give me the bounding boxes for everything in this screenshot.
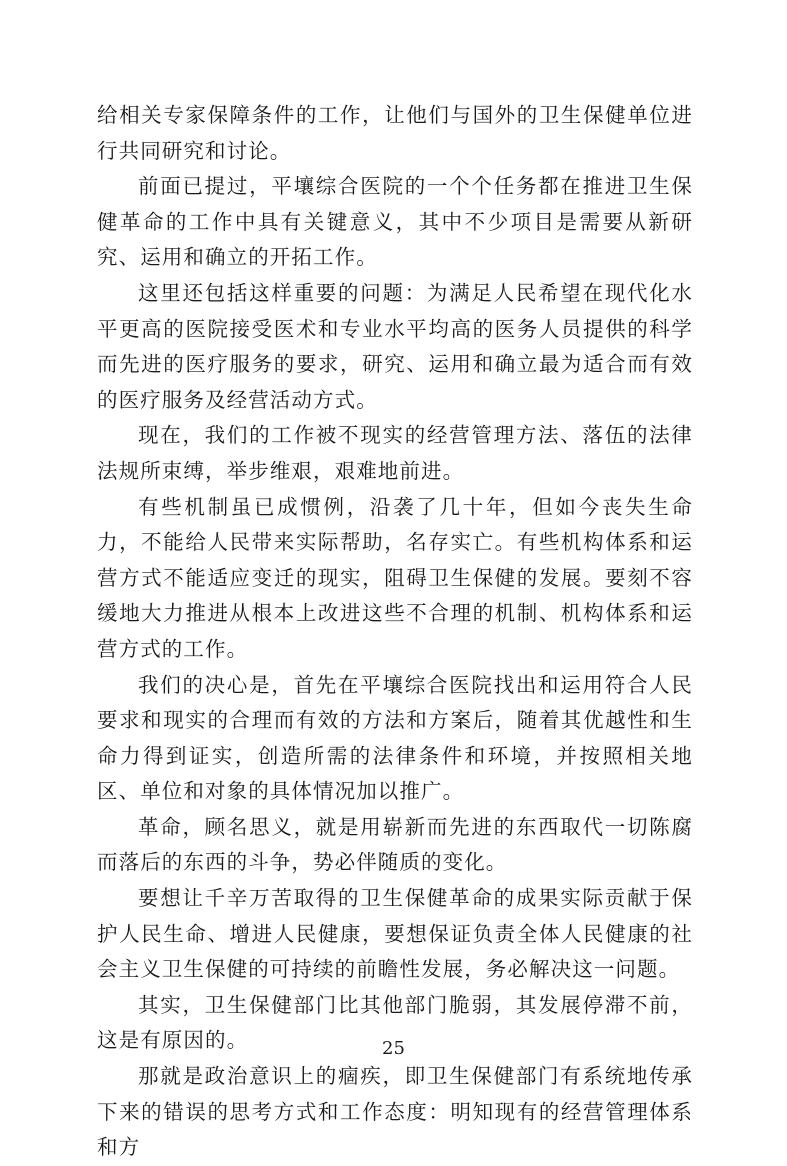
page-number: 25 [382, 1038, 405, 1059]
paragraph: 革命，顾名思义，就是用崭新而先进的东西取代一切陈腐而落后的东西的斗争，势必伴随质的变化。 [97, 814, 693, 875]
paragraph: 有些机制虽已成惯例，沿袭了几十年，但如今丧失生命力，不能给人民带来实际帮助，名存实亡。有些机构体系和运营方式不能适应变迁的现实，阻碍卫生保健的发展。要刻不容缓地大力推进从根本上改进这些不合理的机制、机构体系和运营方式的工作。 [97, 494, 693, 661]
paragraph: 要想让千辛万苦取得的卫生保健革命的成果实际贡献于保护人民生命、增进人民健康，要想保证负责全体人民健康的社会主义卫生保健的可持续的前瞻性发展，务必解决这一问题。 [97, 886, 693, 982]
paragraph-continuation: 给相关专家保障条件的工作，让他们与国外的卫生保健单位进行共同研究和讨论。 [97, 103, 693, 163]
paragraph: 这里还包括这样重要的问题：为满足人民希望在现代化水平更高的医院接受医术和专业水平均高的医务人员提供的科学而先进的医疗服务的要求，研究、运用和确立最为适合而有效的医疗服务及经营活动方式。 [97, 280, 693, 412]
paragraph: 我们的决心是，首先在平壤综合医院找出和运用符合人民要求和现实的合理而有效的方法和方案后，随着其优越性和生命力得到证实，创造所需的法律条件和环境，并按照相关地区、单位和对象的具体情况加以推广。 [97, 672, 693, 804]
paragraph: 现在，我们的工作被不现实的经营管理方法、落伍的法律法规所束缚，举步维艰，艰难地前进。 [97, 423, 693, 483]
paragraph: 前面已提过，平壤综合医院的一个个任务都在推进卫生保健革命的工作中具有关键意义，其中不少项目是需要从新研究、运用和确立的开拓工作。 [97, 174, 693, 270]
paragraph: 那就是政治意识上的痼疾，即卫生保健部门有系统地传承下来的错误的思考方式和工作态度：明知现有的经营管理体系和方 [97, 1064, 693, 1160]
body-text [97, 98, 693, 1166]
paragraph: 其实，卫生保健部门比其他部门脆弱，其发展停滞不前，这是有原因的。 [97, 992, 693, 1053]
